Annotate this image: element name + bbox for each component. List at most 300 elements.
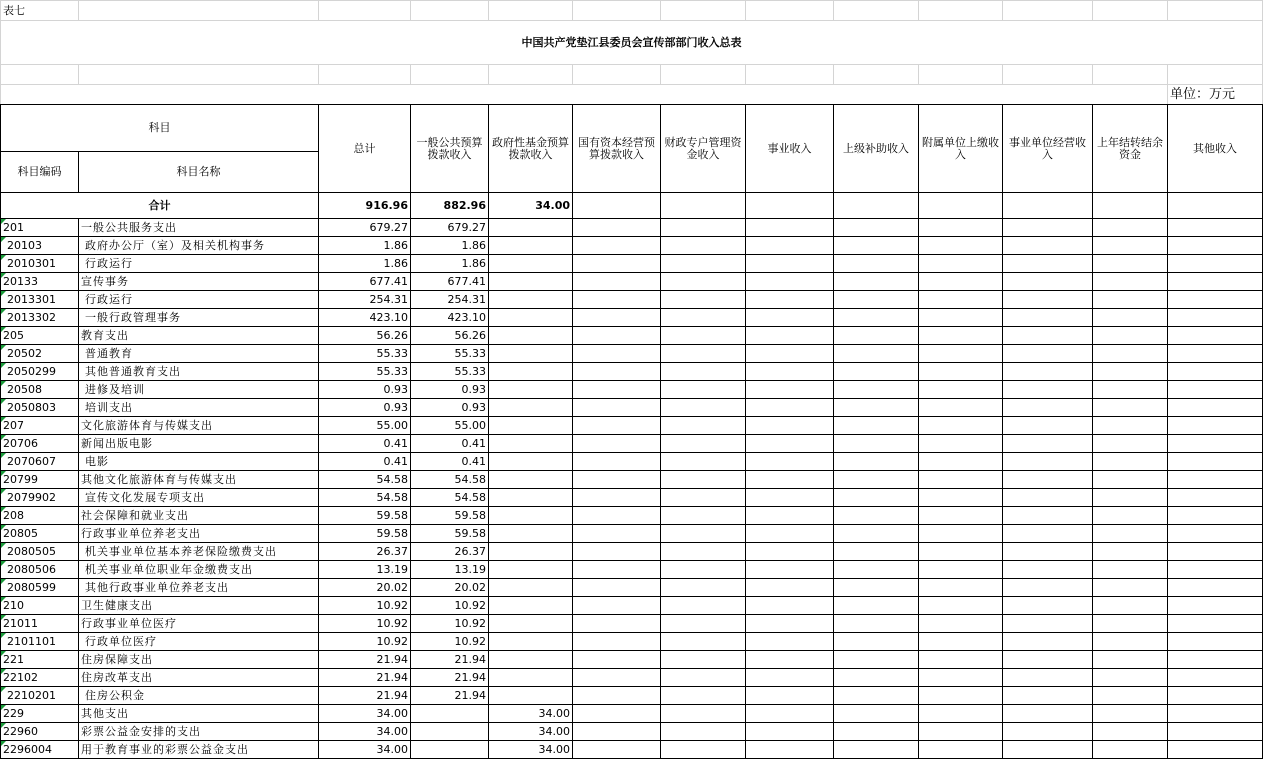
row-fund	[489, 669, 573, 687]
row-total: 679.27	[319, 219, 411, 237]
empty-cell	[919, 741, 1003, 759]
empty-cell	[919, 561, 1003, 579]
table-row	[1, 327, 1263, 345]
empty-cell	[1003, 651, 1093, 669]
row-name: 机关事业单位职业年金缴费支出	[79, 561, 319, 579]
row-general: 55.00	[411, 417, 489, 435]
row-total: 26.37	[319, 543, 411, 561]
empty-cell	[1003, 489, 1093, 507]
empty-cell	[746, 615, 834, 633]
row-name: 培训支出	[79, 399, 319, 417]
total-fund: 34.00	[489, 193, 573, 219]
empty-cell	[834, 273, 919, 291]
header-name: 科目名称	[79, 152, 319, 193]
empty-cell	[746, 327, 834, 345]
row-name: 普通教育	[79, 345, 319, 363]
row-name: 住房公积金	[79, 687, 319, 705]
row-total: 0.93	[319, 381, 411, 399]
table-row	[1, 561, 1263, 579]
row-code: 22102	[1, 669, 79, 687]
sheet-label: 表七	[1, 1, 79, 21]
table-row	[1, 453, 1263, 471]
table-row	[1, 741, 1263, 759]
row-code: 20103	[1, 237, 79, 255]
empty-cell	[746, 435, 834, 453]
row-name: 机关事业单位基本养老保险缴费支出	[79, 543, 319, 561]
table-row	[1, 687, 1263, 705]
table-row	[1, 615, 1263, 633]
empty-cell	[1093, 219, 1168, 237]
empty-cell	[573, 651, 661, 669]
row-general: 0.93	[411, 381, 489, 399]
empty-cell	[661, 741, 746, 759]
empty-cell	[1093, 507, 1168, 525]
empty-cell	[1093, 291, 1168, 309]
empty-cell	[1168, 543, 1263, 561]
row-name: 文化旅游体育与传媒支出	[79, 417, 319, 435]
row-general: 0.41	[411, 435, 489, 453]
empty-cell	[1168, 309, 1263, 327]
empty-cell	[746, 687, 834, 705]
row-fund	[489, 507, 573, 525]
empty-cell	[1168, 255, 1263, 273]
empty-cell	[1093, 669, 1168, 687]
empty-cell	[661, 561, 746, 579]
empty-cell	[1168, 399, 1263, 417]
empty-cell	[661, 705, 746, 723]
empty-cell	[573, 219, 661, 237]
empty-cell	[1093, 435, 1168, 453]
empty-cell	[573, 525, 661, 543]
row-name: 卫生健康支出	[79, 597, 319, 615]
row-total: 21.94	[319, 651, 411, 669]
row-general: 10.92	[411, 597, 489, 615]
table-row	[1, 579, 1263, 597]
row-general: 56.26	[411, 327, 489, 345]
empty-cell	[1003, 399, 1093, 417]
row-total: 1.86	[319, 237, 411, 255]
row-code: 2013301	[1, 291, 79, 309]
empty-cell	[919, 669, 1003, 687]
row-general: 21.94	[411, 687, 489, 705]
row-code: 21011	[1, 615, 79, 633]
row-fund	[489, 381, 573, 399]
row-total: 1.86	[319, 255, 411, 273]
table-row	[1, 237, 1263, 255]
row-total: 21.94	[319, 687, 411, 705]
empty-cell	[1003, 237, 1093, 255]
empty-cell	[834, 543, 919, 561]
row-fund	[489, 633, 573, 651]
empty-cell	[1093, 633, 1168, 651]
empty-cell	[746, 543, 834, 561]
empty-cell	[1003, 687, 1093, 705]
table-row	[1, 399, 1263, 417]
row-name: 住房保障支出	[79, 651, 319, 669]
row-code: 2210201	[1, 687, 79, 705]
table-row	[1, 363, 1263, 381]
empty-cell	[1168, 741, 1263, 759]
row-code: 207	[1, 417, 79, 435]
header-subject: 科目	[1, 105, 319, 152]
empty-cell	[1168, 291, 1263, 309]
empty-cell	[746, 381, 834, 399]
empty-cell	[834, 687, 919, 705]
spacer-row	[1, 65, 1263, 85]
row-fund	[489, 219, 573, 237]
row-general	[411, 705, 489, 723]
row-total: 55.33	[319, 363, 411, 381]
empty-cell	[1003, 435, 1093, 453]
row-total: 21.94	[319, 669, 411, 687]
row-fund	[489, 651, 573, 669]
empty-cell	[1168, 561, 1263, 579]
header-state-capital: 国有资本经营预算拨款收入	[573, 105, 661, 193]
empty-cell	[1093, 417, 1168, 435]
row-general: 54.58	[411, 471, 489, 489]
empty-cell	[1168, 669, 1263, 687]
empty-cell	[661, 543, 746, 561]
table-row	[1, 255, 1263, 273]
row-code: 2080506	[1, 561, 79, 579]
table-row	[1, 345, 1263, 363]
row-general	[411, 741, 489, 759]
row-general	[411, 723, 489, 741]
row-code: 2080505	[1, 543, 79, 561]
empty-cell	[919, 579, 1003, 597]
empty-cell	[661, 273, 746, 291]
empty-cell	[834, 381, 919, 399]
row-general: 59.58	[411, 507, 489, 525]
row-fund	[489, 363, 573, 381]
empty-cell	[1168, 417, 1263, 435]
empty-cell	[1168, 219, 1263, 237]
table-row	[1, 381, 1263, 399]
empty-cell	[661, 417, 746, 435]
row-general: 254.31	[411, 291, 489, 309]
header-carryover: 上年结转结余资金	[1093, 105, 1168, 193]
empty-cell	[1093, 597, 1168, 615]
row-name: 一般行政管理事务	[79, 309, 319, 327]
row-fund	[489, 543, 573, 561]
empty-cell	[1093, 453, 1168, 471]
empty-cell	[746, 507, 834, 525]
empty-cell	[1003, 219, 1093, 237]
row-code: 2101101	[1, 633, 79, 651]
row-total: 34.00	[319, 705, 411, 723]
empty-cell	[1093, 381, 1168, 399]
header-gov-fund: 政府性基金预算拨款收入	[489, 105, 573, 193]
empty-cell	[573, 561, 661, 579]
empty-cell	[1003, 255, 1093, 273]
empty-cell	[834, 327, 919, 345]
row-code: 2080599	[1, 579, 79, 597]
empty-cell	[919, 327, 1003, 345]
empty-cell	[746, 309, 834, 327]
empty-cell	[1168, 381, 1263, 399]
row-total: 55.00	[319, 417, 411, 435]
header-business-operation: 事业单位经营收入	[1003, 105, 1093, 193]
table-row	[1, 489, 1263, 507]
empty-cell	[573, 255, 661, 273]
empty-cell	[661, 471, 746, 489]
empty-cell	[573, 435, 661, 453]
empty-cell	[919, 291, 1003, 309]
header-general-budget: 一般公共预算拨款收入	[411, 105, 489, 193]
empty-cell	[573, 345, 661, 363]
empty-cell	[661, 453, 746, 471]
empty-cell	[1003, 705, 1093, 723]
row-code: 20799	[1, 471, 79, 489]
empty-cell	[661, 615, 746, 633]
empty-cell	[573, 381, 661, 399]
empty-cell	[1003, 363, 1093, 381]
row-total: 10.92	[319, 633, 411, 651]
empty-cell	[746, 561, 834, 579]
empty-cell	[746, 273, 834, 291]
empty-cell	[1093, 723, 1168, 741]
table-row	[1, 543, 1263, 561]
empty-cell	[919, 219, 1003, 237]
empty-cell	[834, 561, 919, 579]
empty-cell	[573, 741, 661, 759]
empty-cell	[1168, 453, 1263, 471]
empty-cell	[573, 489, 661, 507]
empty-cell	[1168, 687, 1263, 705]
empty-cell	[834, 507, 919, 525]
empty-cell	[1168, 525, 1263, 543]
empty-cell	[661, 381, 746, 399]
row-name: 其他普通教育支出	[79, 363, 319, 381]
empty-cell	[1168, 615, 1263, 633]
empty-cell	[573, 399, 661, 417]
empty-cell	[834, 651, 919, 669]
empty-cell	[1168, 471, 1263, 489]
empty-cell	[746, 489, 834, 507]
row-general: 59.58	[411, 525, 489, 543]
row-code: 20502	[1, 345, 79, 363]
row-name: 其他支出	[79, 705, 319, 723]
row-total: 0.41	[319, 435, 411, 453]
empty-cell	[1003, 417, 1093, 435]
empty-cell	[834, 525, 919, 543]
empty-cell	[573, 273, 661, 291]
empty-cell	[661, 309, 746, 327]
empty-cell	[919, 399, 1003, 417]
empty-cell	[919, 453, 1003, 471]
empty-cell	[573, 705, 661, 723]
empty-cell	[919, 435, 1003, 453]
empty-cell	[661, 633, 746, 651]
empty-cell	[1093, 651, 1168, 669]
unit-label: 单位：万元	[1168, 85, 1263, 105]
empty-cell	[1093, 525, 1168, 543]
empty-cell	[1093, 615, 1168, 633]
empty-cell	[573, 507, 661, 525]
empty-cell	[919, 687, 1003, 705]
total-general: 882.96	[411, 193, 489, 219]
row-general: 10.92	[411, 615, 489, 633]
empty-cell	[1168, 705, 1263, 723]
table-row	[1, 705, 1263, 723]
empty-cell	[1003, 453, 1093, 471]
row-total: 59.58	[319, 507, 411, 525]
empty-cell	[919, 417, 1003, 435]
empty-cell	[661, 345, 746, 363]
row-name: 政府办公厅（室）及相关机构事务	[79, 237, 319, 255]
row-name: 其他行政事业单位养老支出	[79, 579, 319, 597]
row-fund	[489, 417, 573, 435]
empty-cell	[573, 633, 661, 651]
empty-cell	[746, 453, 834, 471]
row-fund	[489, 399, 573, 417]
empty-cell	[1093, 273, 1168, 291]
empty-cell	[1003, 597, 1093, 615]
empty-cell	[661, 723, 746, 741]
empty-cell	[746, 741, 834, 759]
empty-cell	[1093, 363, 1168, 381]
row-fund: 34.00	[489, 705, 573, 723]
row-name: 用于教育事业的彩票公益金支出	[79, 741, 319, 759]
empty-cell	[834, 417, 919, 435]
header-total: 总计	[319, 105, 411, 193]
empty-cell	[661, 597, 746, 615]
empty-cell	[919, 615, 1003, 633]
empty-cell	[661, 363, 746, 381]
row-code: 20508	[1, 381, 79, 399]
empty-cell	[919, 345, 1003, 363]
empty-cell	[1168, 273, 1263, 291]
empty-cell	[661, 291, 746, 309]
header-code: 科目编码	[1, 152, 79, 193]
row-general: 1.86	[411, 255, 489, 273]
row-total: 54.58	[319, 489, 411, 507]
empty-cell	[1003, 741, 1093, 759]
empty-cell	[661, 255, 746, 273]
row-code: 20805	[1, 525, 79, 543]
label-row	[1, 1, 1263, 21]
empty-cell	[1093, 327, 1168, 345]
row-name: 其他文化旅游体育与传媒支出	[79, 471, 319, 489]
row-name: 社会保障和就业支出	[79, 507, 319, 525]
page-title: 中国共产党垫江县委员会宣传部部门收入总表	[1, 21, 1263, 65]
table-row	[1, 435, 1263, 453]
empty-cell	[1168, 579, 1263, 597]
row-code: 2079902	[1, 489, 79, 507]
empty-cell	[746, 291, 834, 309]
empty-cell	[746, 237, 834, 255]
empty-cell	[919, 489, 1003, 507]
empty-cell	[661, 579, 746, 597]
empty-cell	[1093, 561, 1168, 579]
empty-cell	[919, 363, 1003, 381]
row-code: 2070607	[1, 453, 79, 471]
row-fund	[489, 561, 573, 579]
empty-cell	[746, 345, 834, 363]
row-code: 208	[1, 507, 79, 525]
row-name: 宣传文化发展专项支出	[79, 489, 319, 507]
row-general: 55.33	[411, 363, 489, 381]
row-total: 10.92	[319, 597, 411, 615]
empty-cell	[661, 669, 746, 687]
empty-cell	[834, 633, 919, 651]
empty-cell	[1003, 633, 1093, 651]
empty-cell	[746, 399, 834, 417]
row-total: 34.00	[319, 723, 411, 741]
row-fund	[489, 435, 573, 453]
row-fund	[489, 687, 573, 705]
row-fund	[489, 291, 573, 309]
row-general: 20.02	[411, 579, 489, 597]
empty-cell	[919, 723, 1003, 741]
empty-cell	[834, 363, 919, 381]
empty-cell	[1003, 669, 1093, 687]
empty-cell	[834, 453, 919, 471]
header-upper-subsidy: 上级补助收入	[834, 105, 919, 193]
row-code: 2013302	[1, 309, 79, 327]
empty-cell	[573, 543, 661, 561]
table-row	[1, 417, 1263, 435]
empty-cell	[919, 525, 1003, 543]
empty-cell	[834, 345, 919, 363]
empty-cell	[1003, 471, 1093, 489]
empty-cell	[1093, 345, 1168, 363]
row-total: 0.41	[319, 453, 411, 471]
row-general: 21.94	[411, 651, 489, 669]
row-general: 55.33	[411, 345, 489, 363]
row-general: 679.27	[411, 219, 489, 237]
empty-cell	[573, 579, 661, 597]
row-total: 423.10	[319, 309, 411, 327]
empty-cell	[1168, 489, 1263, 507]
header-other: 其他收入	[1168, 105, 1263, 193]
empty-cell	[1003, 561, 1093, 579]
row-fund	[489, 273, 573, 291]
empty-cell	[1003, 525, 1093, 543]
row-total: 59.58	[319, 525, 411, 543]
row-total: 10.92	[319, 615, 411, 633]
row-name: 一般公共服务支出	[79, 219, 319, 237]
row-name: 新闻出版电影	[79, 435, 319, 453]
row-total: 0.93	[319, 399, 411, 417]
table-row	[1, 525, 1263, 543]
row-general: 423.10	[411, 309, 489, 327]
empty-cell	[1168, 237, 1263, 255]
row-code: 229	[1, 705, 79, 723]
empty-cell	[919, 507, 1003, 525]
empty-cell	[573, 291, 661, 309]
row-total: 56.26	[319, 327, 411, 345]
row-general: 21.94	[411, 669, 489, 687]
empty-cell	[1003, 543, 1093, 561]
row-fund	[489, 615, 573, 633]
empty-cell	[573, 687, 661, 705]
empty-cell	[1003, 345, 1093, 363]
empty-cell	[834, 219, 919, 237]
row-fund	[489, 489, 573, 507]
table-row	[1, 219, 1263, 237]
row-general: 26.37	[411, 543, 489, 561]
empty-cell	[746, 471, 834, 489]
empty-cell	[746, 597, 834, 615]
row-general: 0.93	[411, 399, 489, 417]
row-name: 教育支出	[79, 327, 319, 345]
table-row	[1, 669, 1263, 687]
empty-cell	[919, 255, 1003, 273]
row-fund: 34.00	[489, 741, 573, 759]
row-total: 20.02	[319, 579, 411, 597]
empty-cell	[1003, 507, 1093, 525]
